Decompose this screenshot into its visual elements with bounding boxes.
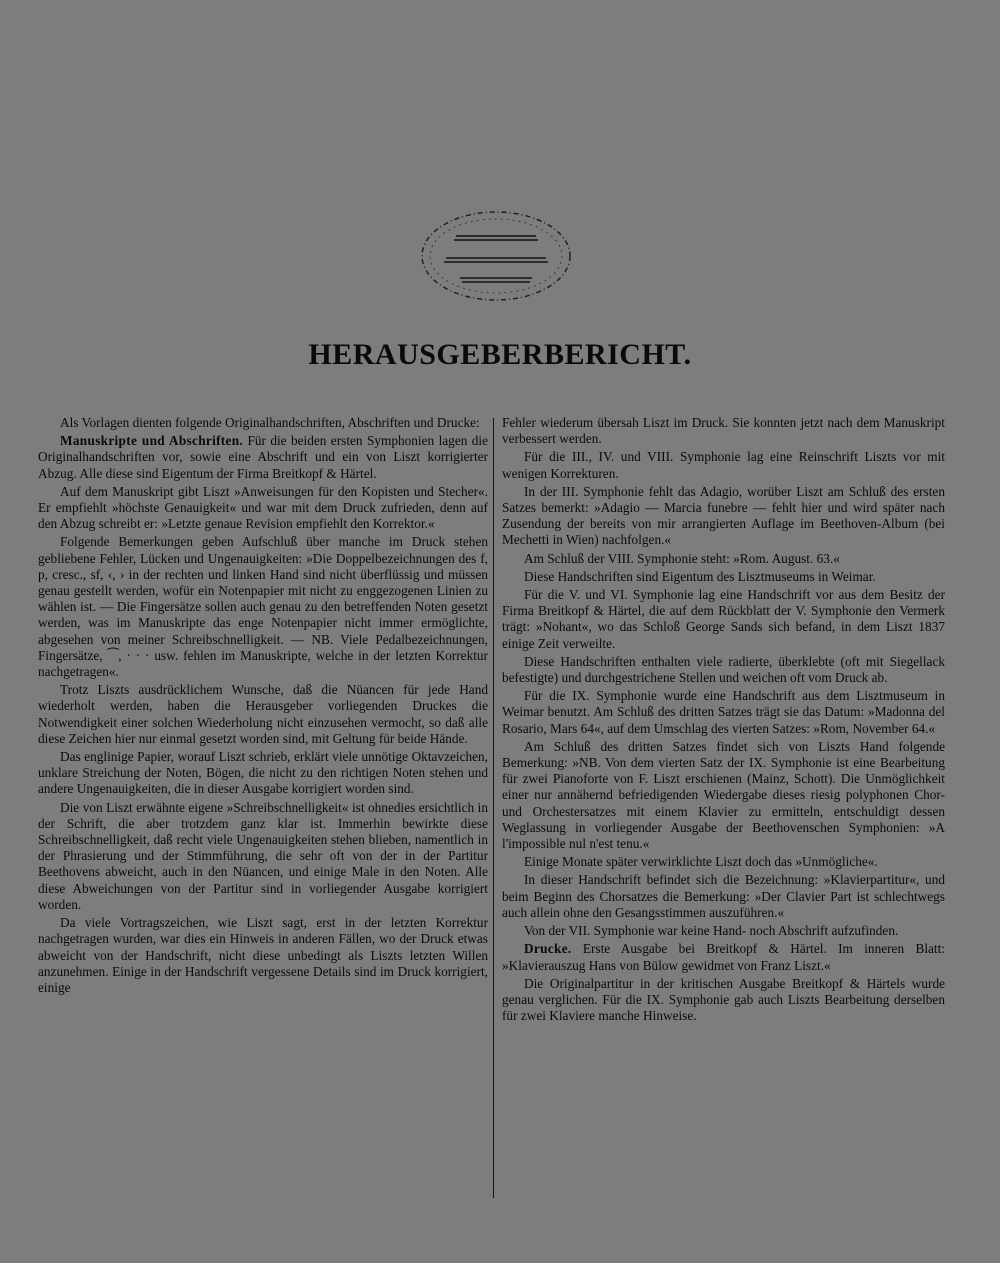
paragraph: [502, 923, 945, 939]
paragraph: [502, 569, 945, 585]
library-stamp: [416, 206, 576, 306]
paragraph: [38, 415, 488, 431]
paragraph: [502, 739, 945, 852]
paragraph: [502, 976, 945, 1025]
paragraph: [502, 551, 945, 567]
paragraph-text: Für die IX. Symphonie wurde eine Handschrift aus dem Lisztmuseum in Weimar benutzt. Am Schluß des dritten Satzes trägt sie das Datum: »Madonna del Rosario, Mars 64«, auf dem Umschlag des vierten Satzes: »Rom, November 64.«: [502, 688, 945, 736]
paragraph-text: In der III. Symphonie fehlt das Adagio, worüber Liszt am Schluß des ersten Satzes bemerkt: »Adagio — Marcia funebre — fehlt hier und wird später nach Zusendung der bereits von mir arrangierten Auflage im Beethoven-Album (bei Mechetti in Wien) nachfolgen.«: [502, 483, 945, 548]
paragraph: [38, 749, 488, 798]
paragraph: [38, 800, 488, 913]
paragraph: [502, 941, 945, 973]
paragraph-text: Die von Liszt erwähnte eigene »Schreibschnelligkeit« ist ohnedies ersichtlich in der Schrift, die aber trotzdem ganz klar ist. Immerhin bewirkte diese Schreibschnelligkeit, daß recht viele Ungenauigkeiten stehen blieben, namentlich in der Phrasierung und der Stimmführung, die sehr oft von der in der Partitur Beethovens abweicht, auch in den Nüancen, und einige Male in den Noten. Alle diese Abweichungen von der Partitur sind in vorliegender Ausgabe korrigiert worden.: [38, 799, 488, 912]
paragraph-text: Folgende Bemerkungen geben Aufschluß über manche im Druck stehen gebliebene Fehler, Lücken und Ungenauigkeiten: »Die Doppelbezeichnungen des f, p, cresc., sf, ‹, › in der rechten und linken Hand sind nicht überflüssig und müssen genau gestellt werden, wofür ein Notenpapier mit nicht zu enggezogenen Linien zu wählen ist. — Die Fingersätze sollen auch genau zu den betreffenden Noten gesetzt werden, was im Manuskripte das enge Notenpapier nicht immer ermöglichte, abgesehen von meiner Schreibschnelligkeit. — NB. Viele Pedalbezeichnungen, Fingersätze, ⁀, · · · usw. fehlen im Manuskripte, welche in der letzten Korrektur nachgetragen«.: [38, 534, 488, 680]
paragraph-text: Da viele Vortragszeichen, wie Liszt sagt, erst in der letzten Korrektur nachgetragen wurden, war dies ein Hinweis in anderen Fällen, wo der Druck etwas abweicht von der Handschrift, nicht diese unbedingt als Liszts letzten Willen anzunehmen. Einige in der Handschrift vergessene Details sind im Druck korrigiert, einige: [38, 915, 488, 995]
paragraph-lead: Drucke.: [524, 941, 572, 957]
paragraph-text: Fehler wiederum übersah Liszt im Druck. Sie konnten jetzt nach dem Manuskript verbessert werden.: [502, 415, 945, 447]
paragraph-text: Am Schluß der VIII. Symphonie steht: »Rom. August. 63.«: [524, 550, 840, 566]
paragraph-text: Von der VII. Symphonie war keine Hand- noch Abschrift aufzufinden.: [524, 923, 899, 939]
paragraph-text: In dieser Handschrift befindet sich die Bezeichnung: »Klavierpartitur«, und beim Beginn des Chorsatzes die Bemerkung: »Der Clavier Part ist schlechtwegs auch allein ohne den Gesangsstimmen auszuführen.«: [502, 872, 945, 920]
paragraph-text: Erste Ausgabe bei Breitkopf & Härtel. Im inneren Blatt: »Klavierauszug Hans von Bülow gewidmet von Franz Liszt.«: [502, 941, 945, 973]
page-title: HERAUSGEBERBERICHT.: [308, 338, 692, 371]
paragraph: [38, 682, 488, 747]
paragraph-text: Auf dem Manuskript gibt Liszt »Anweisungen für den Kopisten und Stecher«. Er empfiehlt »höchste Genauigkeit« und war mit dem Druck zufrieden, denn auf den Abzug schreibt er: »Letzte genaue Revision empfiehlt den Korrektor.«: [38, 483, 488, 532]
paragraph-text: Für die V. und VI. Symphonie lag eine Handschrift vor aus dem Besitz der Firma Breitkopf & Härtel, die auf dem Rückblatt der V. Symphonie den Vermerk trägt: »Nohant«, wo das Schloß George Sands sich befand, in dem Liszt 1837 einige Zeit verweilte.: [502, 587, 945, 651]
paragraph: [502, 587, 945, 652]
left-column: [38, 415, 488, 998]
paragraph-lead: Manuskripte und Abschriften.: [60, 433, 244, 449]
paragraph-text: Diese Handschriften sind Eigentum des Lisztmuseums in Weimar.: [524, 568, 876, 584]
right-column: [502, 415, 945, 1026]
paragraph: [38, 484, 488, 533]
paragraph: [502, 654, 945, 686]
paragraph-text: Die Originalpartitur in der kritischen Ausgabe Breitkopf & Härtels wurde genau verglichen. Für die IX. Symphonie gab auch Liszts Bearbeitung derselben für zwei Klaviere manche Hinweise.: [502, 975, 945, 1024]
paragraph: [502, 872, 945, 921]
paragraph: [502, 449, 945, 481]
paragraph: [502, 415, 945, 447]
paragraph-text: Als Vorlagen dienten folgende Originalhandschriften, Abschriften und Drucke:: [60, 415, 480, 430]
paragraph: [502, 688, 945, 737]
paragraph: [38, 534, 488, 680]
paragraph: [502, 854, 945, 870]
paragraph-text: Diese Handschriften enthalten viele radierte, überklebte (oft mit Siegellack befestigte) und durchgestrichene Stellen und weichen oft vom Druck ab.: [502, 653, 945, 686]
paragraph-text: Trotz Liszts ausdrücklichem Wunsche, daß die Nüancen für jede Hand wiederholt werden, haben die Herausgeber vorliegenden Druckes die Notwendigkeit einer solchen Wiederholung nicht einzusehen vermocht, so daß alle diese Zeichen hier nur einmal gesetzt worden sind, mit Geltung für beide Hände.: [38, 682, 488, 746]
paragraph-text: Für die III., IV. und VIII. Symphonie lag eine Reinschrift Liszts vor mit wenigen Korrekturen.: [502, 449, 945, 481]
paragraph-text: Einige Monate später verwirklichte Liszt doch das »Unmögliche«.: [524, 854, 878, 870]
paragraph: [502, 484, 945, 549]
column-divider: [493, 418, 494, 1198]
paragraph-text: Am Schluß des dritten Satzes findet sich von Liszts Hand folgende Bemerkung: »NB. Von dem vierten Satz der IX. Symphonie ist eine Bearbeitung für zwei Pianoforte von F. Liszt erschienen (Mainz, Schott). Die Unmöglichkeit einer nur annähernd befriedigenden Wiedergabe dieses riesig polyphonen Chor- und Orchestersatzes mit einem Klavier zu ermitteln, entschuldigt dessen Weglassung in vorliegender Ausgabe der Beethovenschen Symphonien: »A l'impossible nul n'est tenu.«: [502, 738, 945, 852]
paragraph-text: Das englinige Papier, worauf Liszt schrieb, erklärt viele unnötige Oktavzeichen, unklare Streichung der Noten, Bögen, die nicht zu den richtigen Noten stehen und andere Ungenauigkeiten, die in dieser Ausgabe korrigiert worden sind.: [38, 749, 488, 797]
paragraph-text: Für die beiden ersten Symphonien lagen die Originalhandschriften vor, sowie eine Abschrift und ein von Liszt korrigierter Abzug. Alle diese sind Eigentum der Firma Breitkopf & Härtel.: [38, 433, 489, 481]
paragraph: [38, 915, 488, 996]
paragraph: [38, 433, 488, 482]
